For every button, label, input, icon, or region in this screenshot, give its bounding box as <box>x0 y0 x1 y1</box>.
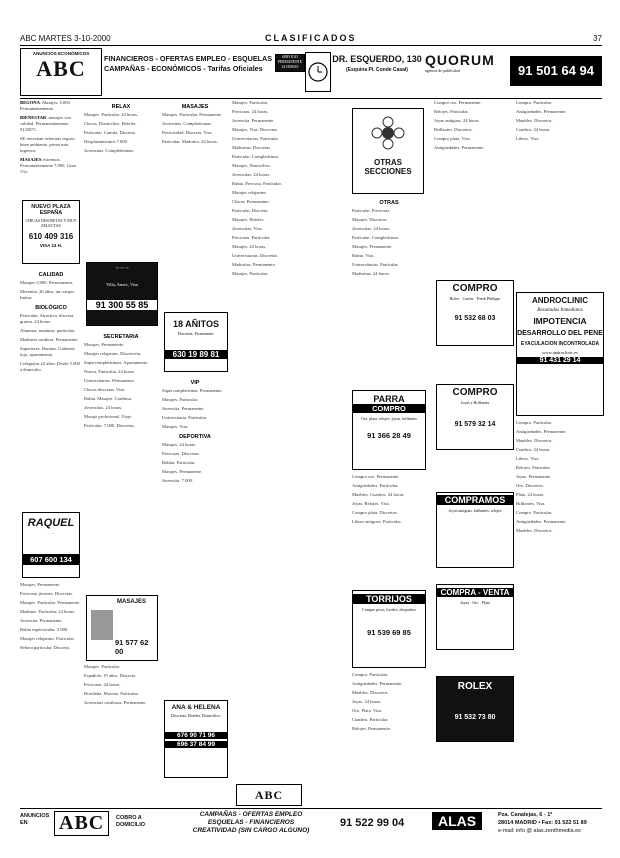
column-1-lower: CALIDAD Masajes 5.000. Permanentes. Morenita, 20 años, un cuerpo. Imitar. BIOLÓGICO Particular. Atractiva, discreta, gruesa. 24 horas. Alumnas, maduras, particular. Madurita cariñosa. Permanente. Superiores. Bonitas. Gabinete lujo, apartamento. Colegialas 22 años. Desde 5.000 a domicilio. <box>20 272 80 372</box>
compro-2-ad: COMPRO Joyas y Brillantes 91 579 32 14 <box>436 384 514 450</box>
column-2: RELAX Masajes. Particular. 24 horas. Chicas. Domicilios. Hoteles. Particular. Camila. Discreta. Desplazamientos 7.000. Jovencitas. Completísimas. <box>84 104 139 153</box>
clock-icon <box>306 53 330 91</box>
column-5-bottom: Compro. Particular. Antigüedades. Permanente. Muebles. Discretos. Joyas. 24 horas. Oro. Plata. Visa. Cuadros. Particular. Relojes. Permanente. <box>352 672 403 731</box>
abc-anuncios-box: ANUNCIOS ECONÓMICOS ABC <box>20 48 102 96</box>
column-2-mid: SECRETARIA Masajes. Permanente. Masajes relajantes. Discreción. Supercompletísimas. Apartamento. Nueva. Particular. 24 horas. Universitarias. Permanente. Chicas discretas. Visa. Rubia. Masajes. Cariñosa. Jovencitas. 24 horas. Masaje profesional. Viaje. Particular. 7.000. Discretas. <box>84 334 149 428</box>
androclinic-ad: ANDROCLINIC Resultados Inmediatos IMPOTENCIA DESARROLLO DEL PENE EYACULACION INCONTROLADA www.androclinic.es 91 431 29 14 <box>516 292 604 416</box>
column-3-mid: VIP Supercompletísima. Permanente. Masajes. Particular. Jovencita. Permanente. Universitaria. Particular. Masajes. Visa. DEPORTIVA Masajes. 24 horas. Preciosas. Discretas. Rubita. Particular. Masajes. Permanente. Jovencita. 7.000. <box>162 380 223 483</box>
header-date: ABC MARTES 3-10-2000 <box>20 34 111 43</box>
plaza-espana-ad: NUEVO PLAZA ESPAÑA CHICAS DISCRETAS Y MUY SELECTAS 610 409 316 VISA 24 H. <box>22 200 80 264</box>
banner-phone: 91 501 64 94 <box>510 56 602 86</box>
footer-banner: ANUNCIOS EN ABC COBRO A DOMICILIO CAMPAÑAS - OFERTAS EMPLEO ESQUELAS - FINANCIEROS CREATIVIDAD (SIN CARGO ALGUNO) 91 522 99 04 ALAS Pza. Canalejas, 6 - 1º 28014 MADRID • Fax: 91 522 51 89 e-mail: info @ alas.zenthmedia.es <box>20 808 602 839</box>
column-4: Masajes. Particular. Preciosas. 24 horas. Jovencita. Permanente. Masajes. Visa. Discretas. Universitarias. Particular. Maduritas. Discretas. Particular. Completísima. Masajes. Domicilios. Jovencitas. 24 horas. Rubia. Preciosa. Particular. Masajes relajantes. Chicas. Permanente. Particular. Discreta. Masajes. Hoteles. Jovencitas. Visa. Preciosas. Particular. Masajes. 24 horas. Universitarias. Discretas. Maduritas. Permanente. Masajes. Particular. <box>232 100 282 276</box>
column-1: BEGOÑA. Masajes, 5.000 Permanentemente. BIENESTAR, masajes con calidad. Permanentemente. 9133871. SE necesitan señoritas seguro, buen ambiente, prima más ingresos. MASAJES extremos. Permanentemente 7.000. Gran Vía. <box>20 100 76 174</box>
address-block: DR. ESQUERDO, 130 (Esquina Pl. Conde Casal) <box>332 54 422 73</box>
column-7: Compro. Particular. Antigüedades. Permanente. Muebles. Discretos. Cuadros. 24 horas. Libros. Visa. <box>516 100 567 141</box>
clock-logo <box>305 52 331 92</box>
ana-helena-ad: ANA & HELENA Discretas. Hoteles. Domicilios. 676 90 71 96 696 37 84 99 <box>164 700 228 778</box>
footer-services: CAMPAÑAS - OFERTAS EMPLEO ESQUELAS - FINANCIEROS CREATIVIDAD (SIN CARGO ALGUNO) <box>192 811 310 834</box>
photo-placeholder <box>91 610 113 640</box>
servicio-badge: SERVICIO PERMANENTE 24 HORAS <box>275 54 305 72</box>
column-3: MASAJES Masajes. Particular. Permanente. Jovencitas. Completísimas. Preciosidad. Discreta. Visa. Particular. Madurita. 24 horas. <box>162 104 223 144</box>
raquel-ad: RAQUEL · · · 607 600 134 <box>22 512 80 578</box>
page-header <box>20 34 602 46</box>
compramos-ad: COMPRAMOS Joyas antiguas, brillantes, relojes <box>436 492 514 568</box>
column-7-bottom: Compro. Particular. Antigüedades. Permanente. Muebles. Discretos. Cuadros. 24 horas. Libros. Visa. Relojes. Particular. Joyas. Permanente. Oro. Discretos. Plata. 24 horas. Brillantes. Visa. Compro. Particular. Antigüedades. Permanente. Muebles. Discretos. <box>516 420 567 533</box>
footer-address: Pza. Canalejas, 6 - 1º 28014 MADRID • Fax: 91 522 51 89 e-mail: info @ alas.zenthmedia.es <box>498 812 587 834</box>
column-5-mid: Compro oro. Permanente. Antigüedades. Particular. Muebles. Cuadros. 24 horas. Joyas. Relojes. Visa. Compro plata. Discretos. Libros antiguos. Particular. <box>352 474 405 524</box>
header-page-number: 37 <box>593 34 602 43</box>
flower-icon <box>368 113 408 153</box>
column-2-bottom: Masajes. Particular. Española. 19 años. Discreta. Preciosas. 24 horas. Brasileña. Morena. Particular. Jovencitas cariñosas. Permanente. <box>84 664 147 705</box>
torrijos-ad: TORRIJOS Compro pisos, locales, despachos 91 539 69 85 <box>352 590 426 668</box>
footer-abc-logo: ABC <box>54 811 109 836</box>
anitos-ad: 18 AÑITOS Discretas. Permanente. 630 19 89 81 <box>164 312 228 372</box>
masajes-ad: ~ ~ ~ Villa, Amex, Visa 91 300 55 85 <box>86 262 158 326</box>
column-5: OTRAS Particular. Preciosas. Masajes. Discretas. Jovencitas. 24 horas. Particular. Completísima. Masajes. Permanente. Rubia. Visa. Universitarias. Particular. Maduritas. 24 horas. <box>352 200 399 276</box>
masajes-2-ad: MASAJES 91 577 62 00 <box>86 595 158 661</box>
column-6: Compro oro. Permanente. Relojes. Particular. Joyas antiguas. 24 horas. Brillantes. Discretos. Compro plata. Visa. Antigüedades. Permanente. <box>434 100 485 150</box>
parra-ad: PARRA COMPRO Oro, plata, relojes, joyas, brillantes 91 366 28 49 <box>352 390 426 470</box>
quorum-logo: QUORUM agencia de publicidad <box>425 52 495 73</box>
banner-text: FINANCIEROS - OFERTAS EMPLEO - ESQUELAS CAMPAÑAS - ECONÓMICOS - Tarifas Oficiales <box>104 54 272 73</box>
compro-ad: COMPRO Rolex · Cartier · Patek Philippe 91 532 68 03 <box>436 280 514 346</box>
alas-logo: ALAS <box>432 812 482 830</box>
abc-logo: ABC <box>36 56 86 81</box>
header-section: CLASIFICADOS <box>265 33 357 43</box>
footer-phone: 91 522 99 04 <box>340 817 405 829</box>
otras-secciones-box: OTRAS SECCIONES <box>352 108 424 194</box>
compra-venta-ad: COMPRA - VENTA Joyas · Oro · Plata <box>436 584 514 650</box>
rolex-ad: ROLEX 91 532 73 80 <box>436 676 514 742</box>
column-1-bottom: Masajes. Permanente. Preciosas jóvenes. Discretas. Masajes. Particular. Permanente. Maduras. Particular. 24 horas. Jovencita. Permanente. Rubia espectacular. 5.000. Masajes relajantes. Particular. Señora particular. Discreta. <box>20 582 81 650</box>
abc-small-logo: ABC <box>236 784 302 806</box>
top-banner <box>20 48 602 99</box>
